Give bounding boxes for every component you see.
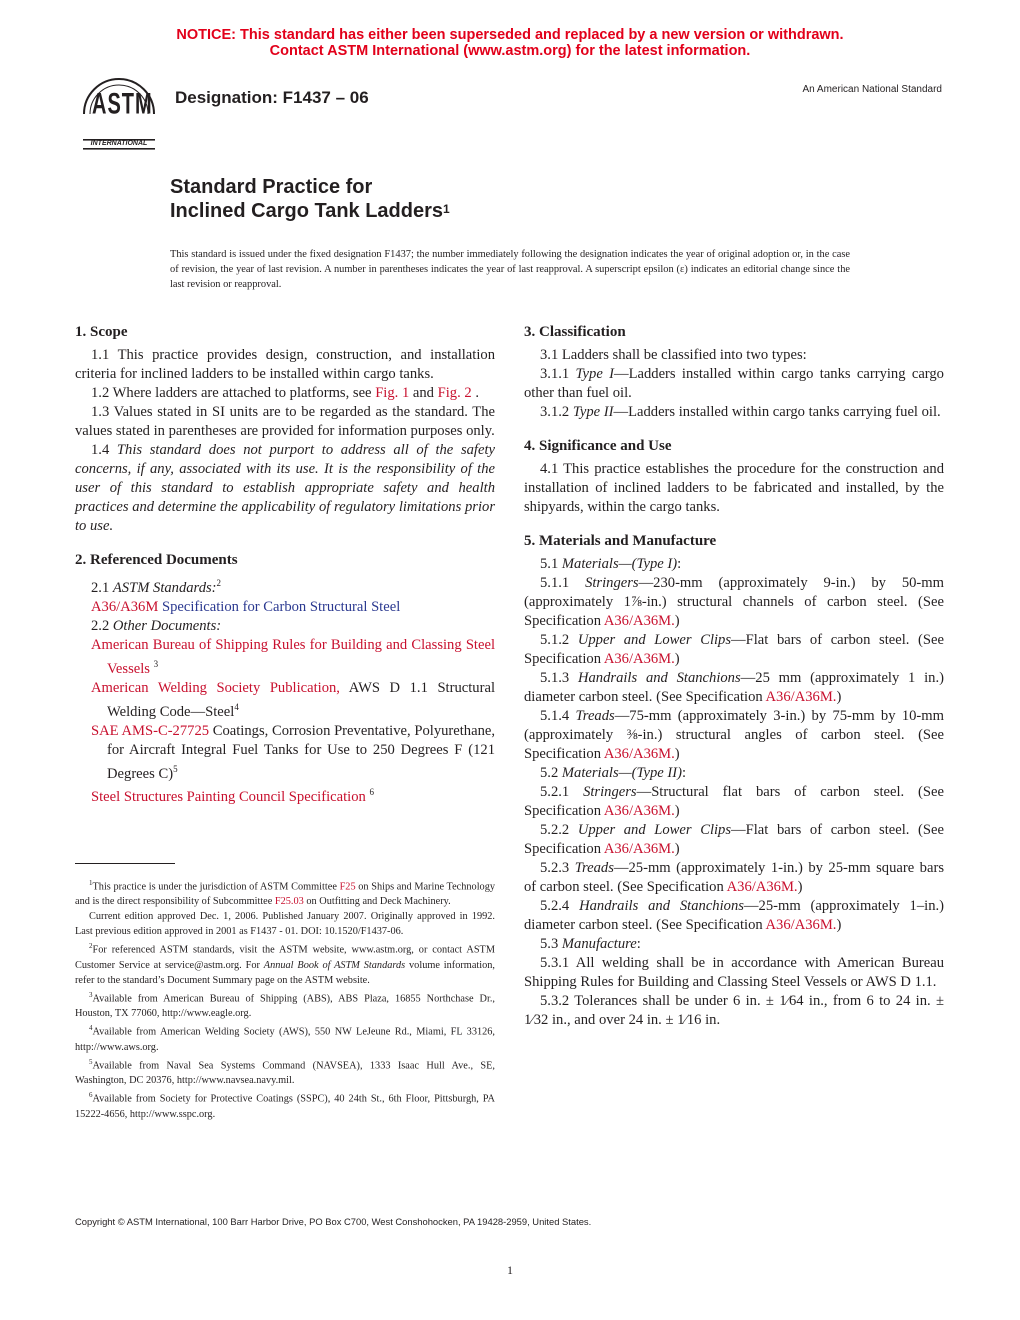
notice-banner <box>0 27 1020 59</box>
spec-a36-link[interactable]: A36/A36M. <box>765 917 837 933</box>
spec-a36-link[interactable]: A36/A36M. <box>603 803 675 819</box>
mat-5-1-4: 5.1.4 Treads—75-mm (approximately 3-in.) by 75-mm by 10-mm (approximately ⅜-in.) structural angles of carbon steel. (See Specification A36/A36M.) <box>524 708 944 762</box>
significance-heading: 4. Significance and Use <box>524 438 672 454</box>
fig-2-link[interactable]: Fig. 2 <box>437 385 472 401</box>
mat-5-3-1: 5.3.1 All welding shall be in accordance with American Bureau Shipping Rules for Building and Classing Steel Vessels or AWS D 1.1. <box>524 955 944 990</box>
scope-1-4: 1.4 This standard does not purport to address all of the safety concerns, if any, associated with its use. It is the responsibility of the user of this standard to establish appropriate safety and health practices and determine the applicability of regulatory limitations prior to use. <box>75 442 495 534</box>
class-3-1: 3.1 Ladders shall be classified into two types: <box>540 347 807 363</box>
mat-5-1: 5.1 Materials—(Type I): <box>540 556 682 572</box>
aws-link[interactable]: American Welding Society Publication, <box>91 679 340 696</box>
page-title <box>170 175 450 223</box>
mat-5-2-4: 5.2.4 Handrails and Stanchions—25-mm (approximately 1–in.) diameter carbon steel. (See Specification A36/A36M.) <box>524 898 944 933</box>
scope-1-3: 1.3 Values stated in SI units are to be regarded as the standard. The values stated in parentheses are provided for information purposes only. <box>75 404 495 439</box>
ref-abs: American Bureau of Shipping Rules for Building and Classing Steel Vessels $^3$ <box>91 636 495 677</box>
mat-5-1-3: 5.1.3 Handrails and Stanchions—25 mm (approximately 1 in.) diameter carbon steel. (See Specification A36/A36M.) <box>524 670 944 705</box>
spec-a36-link[interactable]: A36/A36M. <box>603 651 675 667</box>
intro-paragraph: This standard is issued under the fixed designation F1437; the number immediately following the designation indicates the year of original adoption or, in the case of revision, the year of last revision. A number in parentheses indicates the year of last reapproval. A superscript epsilon (ε) indicates an editorial change since the last revision or reapproval. <box>170 249 850 290</box>
mat-5-2-2: 5.2.2 Upper and Lower Clips—Flat bars of carbon steel. (See Specification A36/A36M.) <box>524 822 944 857</box>
spec-a36-link[interactable]: A36/A36M. <box>603 841 675 857</box>
referenced-heading: 2. Referenced Documents <box>75 552 238 568</box>
astm-logo <box>78 76 160 150</box>
footnote-6: $^6$Available from Society for Protective Coatings (SSPC), 40 24th St., 6th Floor, Pittsburgh, PA 15222-4656, http://www.sspc.org. <box>75 1091 495 1120</box>
sae-link[interactable]: SAE AMS-C-27725 <box>91 722 210 739</box>
mat-5-1-1: 5.1.1 Stringers—230-mm (approximately 9-in.) by 50-mm (approximately 1⅞-in.) structural channels of carbon steel. (See Specification A36/A36M.) <box>524 575 944 629</box>
class-3-1-1: 3.1.1 Type I—Ladders installed within cargo tanks carrying cargo other than fuel oil. <box>524 366 944 401</box>
footnotes <box>75 876 495 1122</box>
left-column <box>75 322 495 821</box>
section-materials <box>524 531 944 1030</box>
section-significance <box>524 436 944 517</box>
mat-5-2-3: 5.2.3 Treads—25-mm (approximately 1-in.) by 25-mm square bars of carbon steel. (See Specification A36/A36M.) <box>524 860 944 895</box>
title-line-2: Inclined Cargo Tank Ladders$^1$ <box>170 200 450 222</box>
scope-1-2: 1.2 Where ladders are attached to platforms, see Fig. 1 and Fig. 2 . <box>91 385 479 401</box>
mat-5-3: 5.3 Manufacture: <box>540 936 641 952</box>
ref-sae: SAE AMS-C-27725 Coatings, Corrosion Preventative, Polyurethane, for Aircraft Integral Fuel Tanks for Use to 250 Degrees F (121 Degrees C)$^5$ <box>91 722 496 782</box>
logo-text: ASTM <box>92 88 153 121</box>
footnote-1: $^1$This practice is under the jurisdiction of ASTM Committee F25 on Ships and Marine Technology and is the direct responsibility of Subcommittee F25.03 on Outfitting and Deck Machinery. <box>75 879 495 908</box>
abs-link[interactable]: American Bureau of Shipping Rules for Building and Classing Steel Vessels <box>91 636 495 677</box>
section-referenced-documents <box>75 550 495 807</box>
footnote-3: $^3$Available from American Bureau of Shipping (ABS), ABS Plaza, 16855 Northchase Dr., Houston, TX 77060, http://www.eagle.org. <box>75 990 495 1020</box>
spec-a36-link[interactable]: A36/A36M. <box>603 746 675 762</box>
sig-4-1: 4.1 This practice establishes the procedure for the construction and installation of inclined ladders to be fabricated and installed, by the shipyards, within the cargo tanks. <box>524 461 944 515</box>
american-national-standard: An American National Standard <box>802 84 942 95</box>
f25-link[interactable]: F25 <box>339 881 356 893</box>
footnote-1-edition: Current edition approved Dec. 1, 2006. Published January 2007. Originally approved in 1992. Last previous edition approved in 2001 as F1437 - 01. DOI: 10.1520/F1437-06. <box>75 911 495 938</box>
spec-a36-link[interactable]: A36/A36M. <box>726 879 798 895</box>
mat-5-3-2: 5.3.2 Tolerances shall be under 6 in. ± 1⁄64 in., from 6 to 24 in. ± 1⁄32 in., and over 24 in. ± 1⁄16 in. <box>524 993 944 1028</box>
a36-link[interactable]: A36/A36M <box>91 598 159 615</box>
ref-aws: American Welding Society Publication, AWS D 1.1 Structural Welding Code—Steel$^4$ <box>91 679 495 720</box>
section-scope <box>75 322 495 536</box>
section-classification <box>524 322 944 422</box>
ref-2-2: 2.2 Other Documents: <box>91 617 222 634</box>
right-column <box>524 322 944 1044</box>
notice-line-2: Contact ASTM International (www.astm.org) for the latest information. <box>269 43 751 59</box>
class-3-1-2: 3.1.2 Type II—Ladders installed within cargo tanks carrying fuel oil. <box>540 404 941 420</box>
footnote-4: $^4$Available from American Welding Society (AWS), 550 NW LeJeune Rd., Miami, FL 33126, http://www.aws.org. <box>75 1024 495 1053</box>
page-number: 1 <box>507 1263 513 1277</box>
footnote-5: $^5$Available from Naval Sea Systems Command (NAVSEA), 1333 Isaac Hull Ave., SE, Washington, DC 20376, http://www.navsea.navy.mil. <box>75 1057 495 1087</box>
ref-sspc: Steel Structures Painting Council Specification $^6$ <box>91 787 374 806</box>
scope-1-1: 1.1 This practice provides design, construction, and installation criteria for inclined ladders to be installed within cargo tanks. <box>75 347 495 382</box>
a36-title-link[interactable]: Specification for Carbon Structural Steel <box>161 598 401 615</box>
spec-a36-link[interactable]: A36/A36M. <box>603 613 675 629</box>
fig-1-link[interactable]: Fig. 1 <box>375 385 410 401</box>
title-line-1: Standard Practice for <box>170 176 373 198</box>
ref-a36 <box>75 598 495 617</box>
mat-5-2: 5.2 Materials—(Type II): <box>540 765 687 781</box>
classification-heading: 3. Classification <box>524 324 626 340</box>
sspc-link[interactable]: Steel Structures Painting Council Specification <box>91 789 366 806</box>
scope-heading: 1. Scope <box>75 324 128 340</box>
mat-5-2-1: 5.2.1 Stringers—Structural flat bars of carbon steel. (See Specification A36/A36M.) <box>524 784 944 819</box>
designation: Designation: F1437 – 06 <box>175 88 369 107</box>
mat-5-1-2: 5.1.2 Upper and Lower Clips—Flat bars of carbon steel. (See Specification A36/A36M.) <box>524 632 944 667</box>
notice-line-1: NOTICE: This standard has either been superseded and replaced by a new version or withdrawn. <box>176 27 844 43</box>
f25-03-link[interactable]: F25.03 <box>274 896 304 908</box>
copyright: Copyright © ASTM International, 100 Barr Harbor Drive, PO Box C700, West Conshohocken, PA 19428-2959, United States. <box>75 1216 592 1227</box>
title-footnote-mark: 1 <box>443 202 450 216</box>
logo-subtext: INTERNATIONAL <box>90 140 148 147</box>
footnote-2: $^2$For referenced ASTM standards, visit the ASTM website, www.astm.org, or contact ASTM Customer Service at service@astm.org. For Annual Book of ASTM Standards volume information, refer to the standard’s Document Summary page on the ASTM website. <box>75 942 495 986</box>
spec-a36-link[interactable]: A36/A36M. <box>765 689 837 705</box>
footnote-rule <box>75 863 175 864</box>
materials-heading: 5. Materials and Manufacture <box>524 533 717 549</box>
ref-2-1: 2.1 ASTM Standards:$^2$ <box>91 578 222 596</box>
